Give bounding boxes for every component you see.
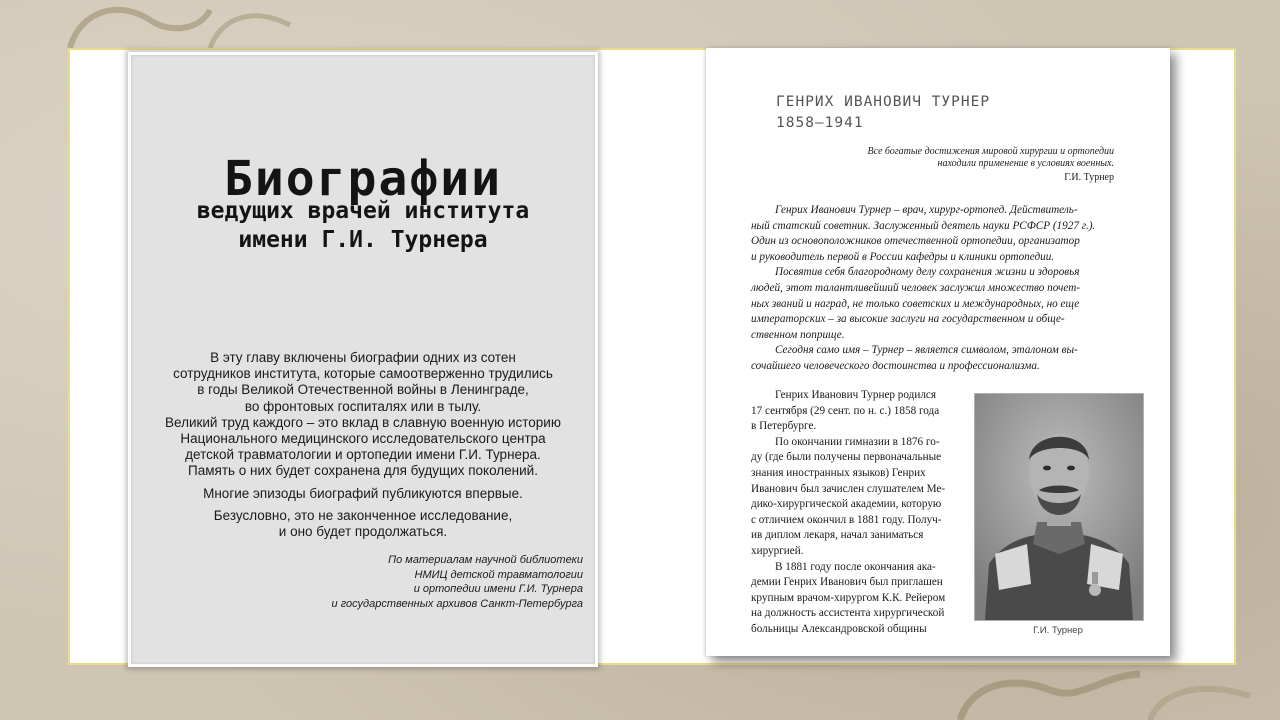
body-line: хирургией. bbox=[751, 544, 804, 557]
cover-credit bbox=[332, 553, 583, 611]
epigraph bbox=[868, 146, 1114, 170]
intro-line: и руководитель первой в России кафедры и клиники ортопедии. bbox=[751, 250, 1055, 263]
text-line: Память о них будет сохранена для будущих поколений. bbox=[188, 463, 538, 479]
text-line: в годы Великой Отечественной войны в Ленинграде, bbox=[197, 382, 529, 398]
body-line: В 1881 году после окончания ака- bbox=[775, 560, 936, 573]
text-line: В эту главу включены биографии одних из сотен bbox=[210, 350, 516, 365]
intro-line: ный статский советник. Заслуженный деятель науки РСФСР (1927 г.). bbox=[751, 219, 1096, 232]
epigraph-line: находили применение в условиях военных. bbox=[937, 158, 1114, 169]
corner-ornament-top-left bbox=[60, 0, 300, 48]
biography-body bbox=[751, 388, 967, 638]
subtitle-line: имени Г.И. Турнера bbox=[238, 227, 488, 253]
epigraph-author: Г.И. Турнер bbox=[1064, 172, 1114, 183]
body-line: дико-хирургической академии, которую bbox=[751, 498, 942, 511]
intro-line: сочайшего человеческого достоинства и профессионализма. bbox=[751, 359, 1040, 372]
text-line: и оно будет продолжаться. bbox=[278, 524, 448, 540]
cover-description bbox=[145, 350, 581, 540]
text-line: Многие эпизоды биографий публикуются впервые. bbox=[203, 485, 523, 501]
cover-subtitle bbox=[131, 197, 595, 255]
text-line: детской травматологии и ортопедии имени Г.И. Турнера. bbox=[185, 447, 541, 463]
body-line: демии Генрих Иванович был приглашен bbox=[751, 576, 943, 589]
intro-text bbox=[751, 203, 1115, 375]
intro-line: Посвятив себя благородному делу сохранения жизни и здоровья bbox=[775, 266, 1080, 279]
photo-caption: Г.И. Турнер bbox=[1033, 625, 1083, 636]
body-line: Иванович был зачислен слушателем Ме- bbox=[751, 482, 946, 495]
epigraph-line: Все богатые достижения мировой хирургии и ортопедии bbox=[867, 146, 1114, 157]
life-years: 1858–1941 bbox=[776, 115, 864, 131]
body-line: 17 сентября (29 сент. по н. с.) 1858 года bbox=[751, 404, 940, 417]
credit-line: и ортопедии имени Г.И. Турнера bbox=[413, 583, 583, 595]
credit-line: и государственных архивов Санкт-Петербурга bbox=[331, 597, 583, 610]
intro-line: ных званий и наград, не только советских и международных, но еще bbox=[751, 297, 1080, 310]
intro-line: людей, этот талантливейший человек заслужил множество почет- bbox=[751, 281, 1080, 294]
credit-line: По материалам научной библиотеки bbox=[388, 554, 583, 566]
cover-title: Биографии bbox=[223, 151, 503, 207]
body-line: По окончании гимназии в 1876 го- bbox=[775, 435, 940, 448]
intro-line: Сегодня само имя – Турнер – является символом, эталоном вы- bbox=[775, 344, 1078, 357]
text-line: Безусловно, это не законченное исследование, bbox=[213, 507, 513, 523]
intro-line: Один из основоположников отечественной ортопедии, организатор bbox=[751, 235, 1080, 248]
body-line: в Петербурге. bbox=[751, 420, 817, 433]
portrait-photo bbox=[974, 393, 1144, 621]
body-line: на должность ассистента хирургической bbox=[751, 607, 945, 620]
body-line: ив диплом лекаря, начал заниматься bbox=[751, 529, 924, 542]
cover-page bbox=[128, 52, 598, 667]
subtitle-line: ведущих врачей института bbox=[196, 198, 530, 224]
body-line: знания иностранных языков) Генрих bbox=[751, 466, 926, 479]
text-line: Национального медицинского исследовательского центра bbox=[180, 431, 546, 447]
text-line: сотрудников института, которые самоотверженно трудились bbox=[173, 366, 553, 382]
body-line: больницы Александровской общины bbox=[751, 622, 927, 635]
body-line: крупным врачом-хирургом К.К. Рейером bbox=[751, 591, 946, 604]
intro-line: ственном поприще. bbox=[751, 328, 845, 341]
intro-line: Генрих Иванович Турнер – врач, хирург-ортопед. Действитель- bbox=[775, 204, 1078, 216]
text-line: Великий труд каждого – это вклад в славную военную историю bbox=[165, 414, 561, 430]
credit-line: НМИЦ детской травматологии bbox=[414, 568, 583, 581]
portrait-illustration bbox=[975, 394, 1143, 620]
biography-page bbox=[706, 48, 1170, 656]
body-line: ду (где были получены первоначальные bbox=[751, 451, 942, 464]
text-line: во фронтовых госпиталях или в тылу. bbox=[244, 398, 482, 414]
person-name: ГЕНРИХ ИВАНОВИЧ ТУРНЕР bbox=[776, 94, 991, 110]
body-line: Генрих Иванович Турнер родился bbox=[775, 389, 937, 401]
biography-header bbox=[776, 92, 990, 134]
intro-line: императорских – за высокие заслуги на государственном и обще- bbox=[751, 313, 1065, 326]
body-line: с отличием окончил в 1881 году. Получ- bbox=[751, 513, 942, 526]
corner-ornament-bottom-right bbox=[940, 666, 1260, 720]
